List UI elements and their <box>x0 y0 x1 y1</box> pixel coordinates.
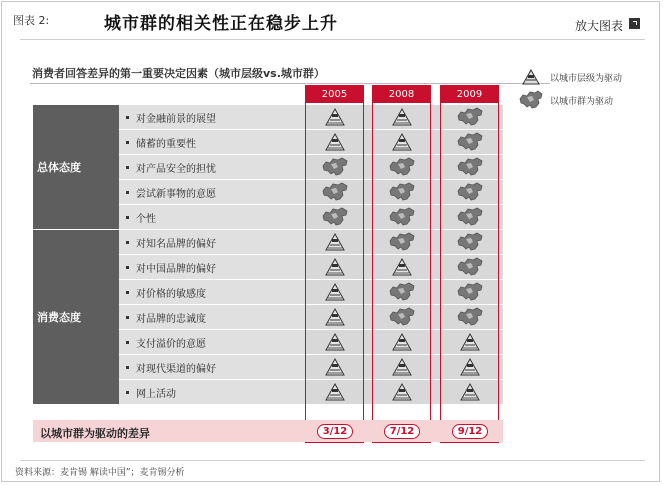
table-row <box>119 380 305 405</box>
china-map-icon <box>373 155 430 179</box>
pyramid-icon <box>306 380 363 404</box>
china-map-icon <box>441 205 498 229</box>
pyramid-icon <box>441 330 498 354</box>
row-label: 储蓄的重要性 <box>136 138 196 150</box>
pyramid-icon <box>373 255 430 279</box>
row-label: 尝试新事物的意愿 <box>136 188 216 200</box>
table-row <box>119 280 305 305</box>
year-header: 2005 <box>306 86 363 103</box>
legend-item-tier <box>518 66 622 88</box>
china-map-icon <box>441 230 498 254</box>
table-row <box>119 255 305 280</box>
pyramid-icon <box>373 105 430 129</box>
table-row <box>119 155 305 180</box>
category-overall-attitude: 总体态度 <box>33 105 119 229</box>
pyramid-icon <box>373 330 430 354</box>
row-label: 对产品安全的担忧 <box>136 163 216 175</box>
pyramid-icon <box>518 66 544 88</box>
bullet-icon <box>126 266 129 269</box>
table-row <box>119 180 305 205</box>
bullet-icon <box>126 316 129 319</box>
row-label: 对现代渠道的偏好 <box>136 363 216 375</box>
china-map-icon <box>441 130 498 154</box>
bullet-icon <box>126 291 129 294</box>
pyramid-icon <box>441 355 498 379</box>
pyramid-icon <box>373 380 430 404</box>
pyramid-icon <box>306 255 363 279</box>
pyramid-icon <box>441 380 498 404</box>
china-map-icon <box>441 305 498 329</box>
pyramid-icon <box>306 130 363 154</box>
bullet-icon <box>126 216 129 219</box>
year-header: 2009 <box>441 86 498 103</box>
china-map-icon <box>306 180 363 204</box>
summary-score: 7/12 <box>384 424 420 439</box>
china-map-icon <box>306 205 363 229</box>
table-row <box>119 355 305 380</box>
china-map-icon <box>373 205 430 229</box>
legend-label: 以城市群为驱动 <box>550 96 614 107</box>
row-label: 网上活动 <box>136 388 176 400</box>
pyramid-icon <box>306 330 363 354</box>
row-label: 支付溢价的意愿 <box>136 338 206 350</box>
zoom-chart-link[interactable]: 放大图表 <box>575 19 624 33</box>
bullet-icon <box>126 141 129 144</box>
header-divider <box>20 39 645 40</box>
table-row <box>119 230 305 255</box>
pyramid-icon <box>306 305 363 329</box>
pyramid-icon <box>373 355 430 379</box>
summary-label: 以城市群为驱动的差异 <box>40 427 150 440</box>
china-map-icon <box>306 155 363 179</box>
pyramid-icon <box>306 230 363 254</box>
row-label: 对价格的敏感度 <box>136 288 206 300</box>
page-title: 城市群的相关性正在稳步上升 <box>104 14 338 34</box>
table-row <box>119 130 305 155</box>
subtitle-divider <box>30 83 550 84</box>
bullet-icon <box>126 191 129 194</box>
bullet-icon <box>126 241 129 244</box>
table-row <box>119 330 305 355</box>
category-consumption-attitude: 消费态度 <box>33 230 119 404</box>
legend-item-cluster <box>518 89 613 111</box>
row-label: 对知名品牌的偏好 <box>136 238 216 250</box>
figure-label: 图表 2: <box>13 14 50 27</box>
china-map-icon <box>441 105 498 129</box>
table-row <box>119 105 305 130</box>
source-note: 资料来源：麦肯锡 解读中国”；麦肯锡分析 <box>15 468 185 478</box>
footer-divider <box>20 460 645 461</box>
china-map-icon <box>373 180 430 204</box>
summary-score: 3/12 <box>317 424 353 439</box>
bullet-icon <box>126 166 129 169</box>
expand-icon[interactable] <box>629 18 640 29</box>
legend-label: 以城市层级为驱动 <box>550 73 623 84</box>
summary-score: 9/12 <box>452 424 488 439</box>
pyramid-icon <box>306 105 363 129</box>
row-label: 对品牌的忠诚度 <box>136 313 206 325</box>
bullet-icon <box>126 391 129 394</box>
china-map-icon <box>373 280 430 304</box>
chart-subtitle: 消费者回答差异的第一重要决定因素（城市层级vs.城市群） <box>32 67 325 80</box>
china-map-icon <box>441 280 498 304</box>
table-row <box>119 305 305 330</box>
row-label: 对中国品牌的偏好 <box>136 263 216 275</box>
china-map-icon <box>441 155 498 179</box>
pyramid-icon <box>306 280 363 304</box>
pyramid-icon <box>373 130 430 154</box>
china-map-icon <box>518 89 544 111</box>
row-label: 个性 <box>136 213 156 225</box>
bullet-icon <box>126 366 129 369</box>
china-map-icon <box>373 305 430 329</box>
china-map-icon <box>441 180 498 204</box>
china-map-icon <box>373 230 430 254</box>
row-label: 对金融前景的展望 <box>136 113 216 125</box>
table-row <box>119 205 305 230</box>
year-header: 2008 <box>373 86 430 103</box>
pyramid-icon <box>306 355 363 379</box>
china-map-icon <box>441 255 498 279</box>
bullet-icon <box>126 341 129 344</box>
bullet-icon <box>126 116 129 119</box>
